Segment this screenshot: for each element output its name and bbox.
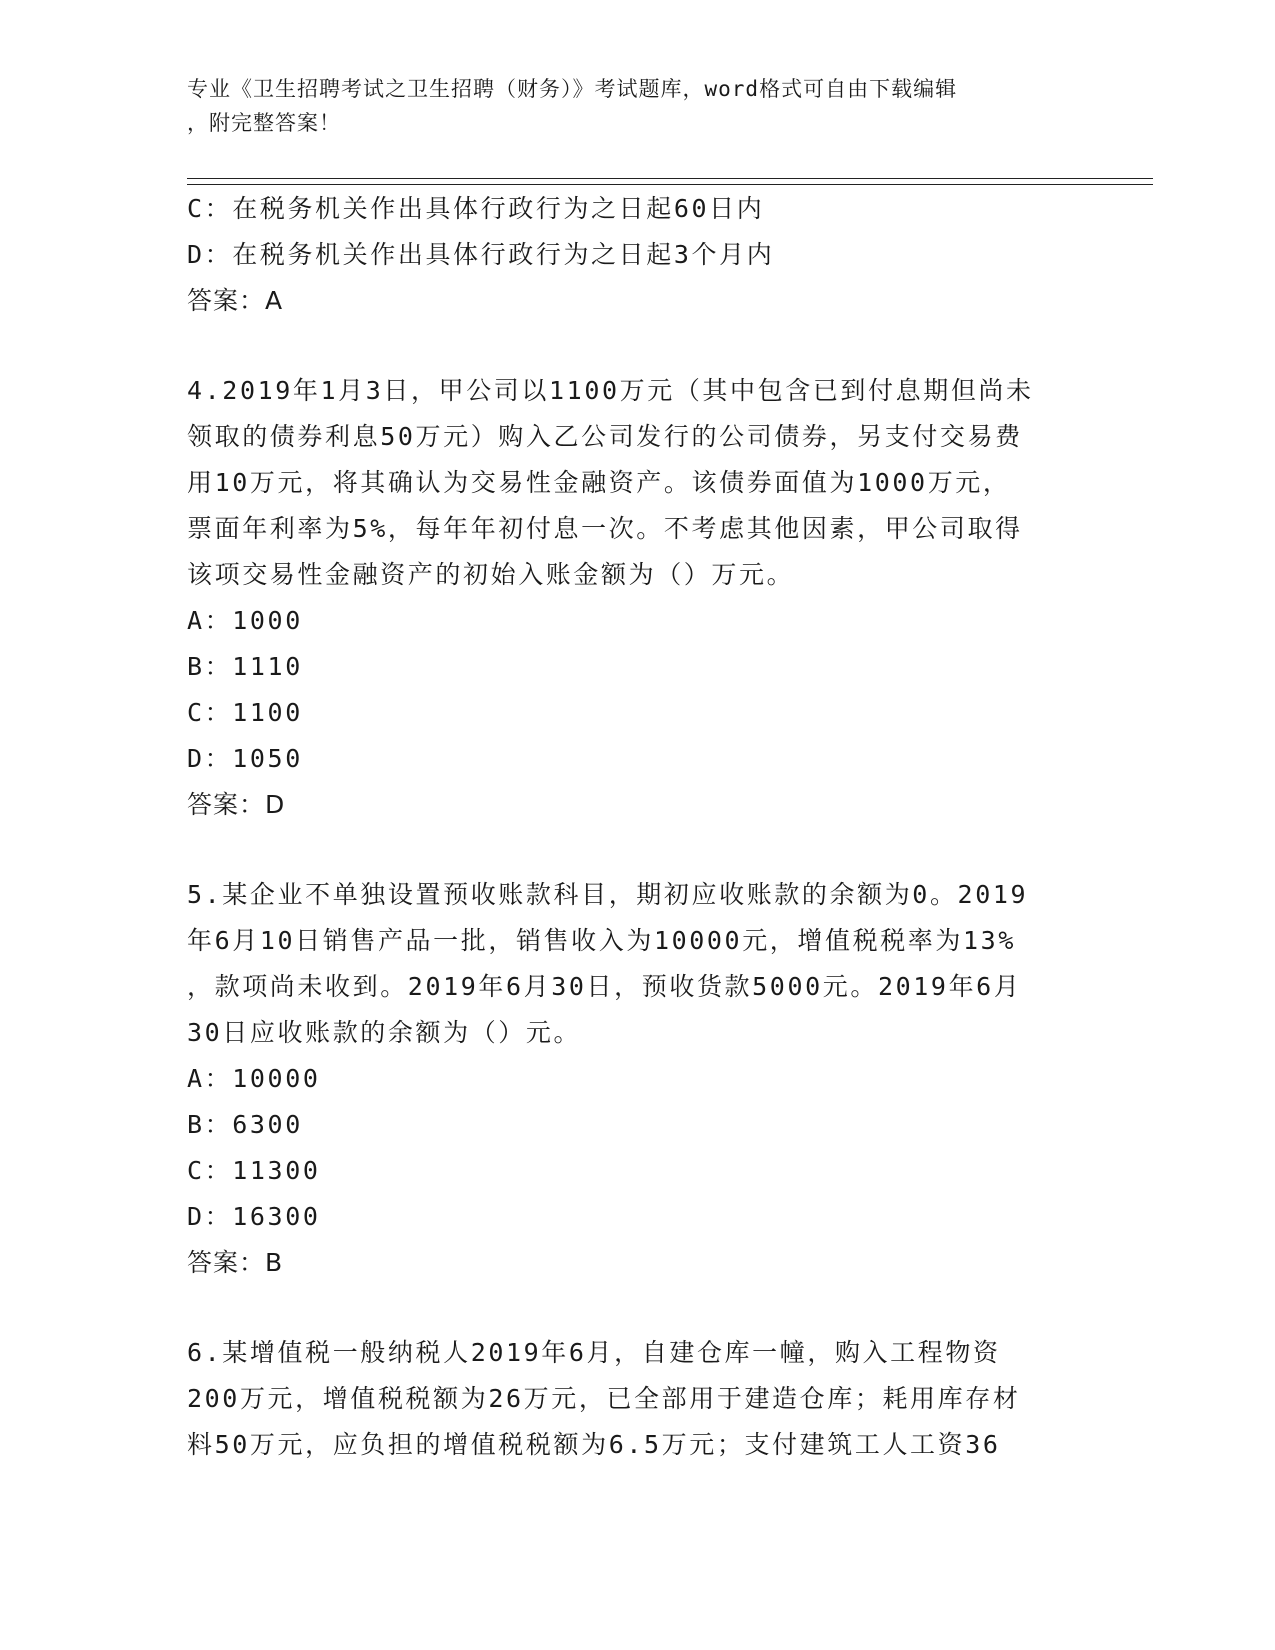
question-text-line: 4.2019年1月3日，甲公司以1100万元（其中包含已到付息期但尚未 [187, 376, 1034, 405]
option-b: B：1110 [187, 652, 303, 681]
header-line-2: ，附完整答案！ [187, 111, 341, 135]
question-text-line: 6.某增值税一般纳税人2019年6月，自建仓库一幢，购入工程物资 [187, 1338, 1001, 1367]
header-line-1: 专业《卫生招聘考试之卫生招聘（财务）》考试题库，word格式可自由下载编辑 [187, 77, 958, 101]
header-divider-top [187, 178, 1153, 179]
option-c: C：1100 [187, 698, 303, 727]
question-text-line: 票面年利率为5%，每年年初付息一次。不考虑其他因素，甲公司取得 [187, 514, 1023, 543]
question-text-line: 5.某企业不单独设置预收账款科目，期初应收账款的余额为0。2019 [187, 880, 1029, 909]
question-4 [187, 368, 1087, 828]
question-text-line: 该项交易性金融资产的初始入账金额为（）万元。 [187, 560, 795, 589]
question-text-line: ，款项尚未收到。2019年6月30日，预收货款5000元。2019年6月 [187, 972, 1022, 1001]
question-text-line: 200万元，增值税税额为26万元，已全部用于建造仓库；耗用库存材 [187, 1384, 1021, 1413]
option-a: A：1000 [187, 606, 303, 635]
option-a: A：10000 [187, 1064, 321, 1093]
page-header [187, 72, 1087, 140]
option-b: B：6300 [187, 1110, 303, 1139]
answer: 答案：D [187, 790, 286, 819]
option-c: C：在税务机关作出具体行政行为之日起60日内 [187, 194, 765, 223]
question-5 [187, 872, 1087, 1286]
option-c: C：11300 [187, 1156, 321, 1185]
header-divider-bottom [187, 184, 1153, 185]
answer: 答案：B [187, 1248, 284, 1277]
question-text-line: 年6月10日销售产品一批，销售收入为10000元，增值税税率为13% [187, 926, 1016, 955]
question-text-line: 用10万元，将其确认为交易性金融资产。该债券面值为1000万元， [187, 468, 1011, 497]
question-3 [187, 186, 1087, 324]
spacer [187, 1286, 1087, 1330]
answer: 答案：A [187, 286, 284, 315]
question-text-line: 料50万元，应负担的增值税税额为6.5万元；支付建筑工人工资36 [187, 1430, 1001, 1459]
question-text-line: 领取的债券利息50万元）购入乙公司发行的公司债券，另支付交易费 [187, 422, 1023, 451]
spacer [187, 828, 1087, 872]
option-d: D：1050 [187, 744, 303, 773]
question-6 [187, 1330, 1087, 1468]
option-d: D：在税务机关作出具体行政行为之日起3个月内 [187, 240, 775, 269]
spacer [187, 324, 1087, 368]
question-content [187, 186, 1087, 1468]
question-text-line: 30日应收账款的余额为（）元。 [187, 1018, 582, 1047]
option-d: D：16300 [187, 1202, 321, 1231]
